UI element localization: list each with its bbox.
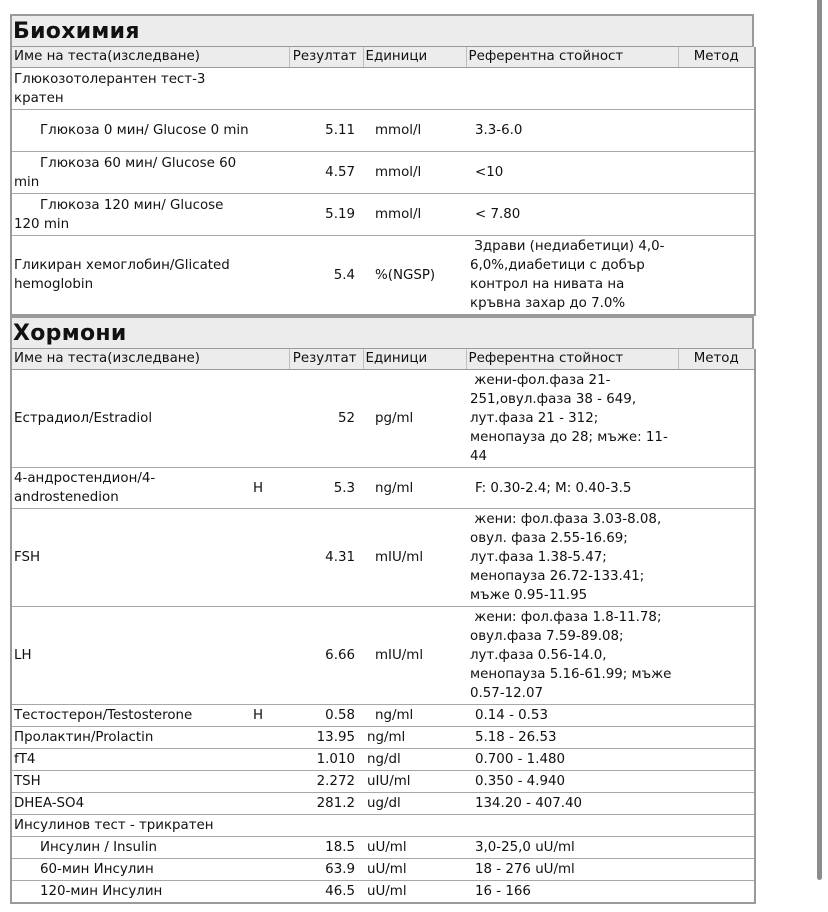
result-value	[289, 68, 363, 110]
biochemistry-table	[10, 47, 756, 316]
method	[678, 509, 755, 607]
result-value: 18.5	[289, 837, 363, 859]
units: ng/ml	[363, 705, 466, 727]
column-header-units: Единици	[363, 47, 466, 68]
table-row	[11, 236, 755, 316]
reference-range: F: 0.30-2.4; M: 0.40-3.5	[466, 468, 678, 509]
column-header-units: Единици	[363, 349, 466, 370]
table-row	[11, 370, 755, 468]
result-value: 5.19	[289, 194, 363, 236]
test-name: Гликиран хемоглобин/Glicated hemoglobin	[11, 236, 253, 316]
flag	[253, 509, 289, 607]
flag	[253, 152, 289, 194]
column-header-name: Име на теста(изследване)	[11, 349, 289, 370]
table-row	[11, 859, 755, 881]
column-header-reference: Референтна стойност	[466, 47, 678, 68]
method	[678, 859, 755, 881]
high-flag: H	[253, 705, 289, 727]
method	[678, 110, 755, 152]
method	[678, 68, 755, 110]
reference-range: 16 - 166	[466, 881, 678, 904]
reference-range: жени-фол.фаза 21-251,овул.фаза 38 - 649, лут.фаза 21 - 312; менопауза до 28; мъже: 11-44	[466, 370, 678, 468]
vertical-scrollbar[interactable]	[817, 0, 822, 880]
units: uU/ml	[363, 859, 466, 881]
method	[678, 815, 755, 837]
section-title-hormones: Хормони	[10, 316, 754, 349]
column-header-method: Метод	[678, 47, 755, 68]
result-value: 5.4	[289, 236, 363, 316]
result-value: 52	[289, 370, 363, 468]
units: mIU/ml	[363, 607, 466, 705]
reference-range: жени: фол.фаза 1.8-11.78; овул.фаза 7.59-89.08; лут.фаза 0.56-14.0, менопауза 5.16-61.99; мъже 0.57-12.07	[466, 607, 678, 705]
table-row	[11, 793, 755, 815]
column-header-reference: Референтна стойност	[466, 349, 678, 370]
table-row	[11, 152, 755, 194]
result-value: 5.3	[289, 468, 363, 509]
test-name: fT4	[11, 749, 253, 771]
test-name	[11, 194, 253, 236]
units: uIU/ml	[363, 771, 466, 793]
method	[678, 793, 755, 815]
test-name: Пролактин/Prolactin	[11, 727, 253, 749]
test-name	[11, 881, 253, 904]
result-value: 63.9	[289, 859, 363, 881]
test-name: Глюкозотолерантен тест-3 кратен	[11, 68, 253, 110]
reference-range: 18 - 276 uU/ml	[466, 859, 678, 881]
table-row	[11, 771, 755, 793]
units: ng/dl	[363, 749, 466, 771]
flag	[253, 110, 289, 152]
method	[678, 881, 755, 904]
method	[678, 837, 755, 859]
flag	[253, 837, 289, 859]
test-name-text: Глюкоза 0 мин/ Glucose 0 min	[40, 123, 249, 138]
result-value: 6.66	[289, 607, 363, 705]
units: ng/ml	[363, 727, 466, 749]
flag	[253, 68, 289, 110]
test-name-text: Инсулин / Insulin	[40, 840, 157, 855]
flag	[253, 859, 289, 881]
column-header-method: Метод	[678, 349, 755, 370]
units: ug/dl	[363, 793, 466, 815]
column-header-name: Име на теста(изследване)	[11, 47, 289, 68]
reference-range: 134.20 - 407.40	[466, 793, 678, 815]
flag	[253, 607, 289, 705]
reference-range: 3,0-25,0 uU/ml	[466, 837, 678, 859]
table-row	[11, 468, 755, 509]
test-name-text: 60-мин Инсулин	[40, 862, 154, 877]
flag	[253, 236, 289, 316]
test-name-text: Глюкоза 60 мин/ Glucose 60 min	[14, 155, 237, 190]
reference-range: 5.18 - 26.53	[466, 727, 678, 749]
table-row	[11, 194, 755, 236]
result-value: 4.57	[289, 152, 363, 194]
table-header-row	[11, 349, 755, 370]
test-name	[11, 837, 253, 859]
table-row	[11, 509, 755, 607]
method	[678, 236, 755, 316]
result-value: 46.5	[289, 881, 363, 904]
column-header-result: Резултат	[289, 47, 363, 68]
test-name	[11, 110, 253, 152]
reference-range: 3.3-6.0	[466, 110, 678, 152]
flag	[253, 749, 289, 771]
table-row	[11, 607, 755, 705]
units: mmol/l	[363, 110, 466, 152]
lab-results-page	[10, 14, 754, 904]
table-row	[11, 727, 755, 749]
test-name: Тестостерон/Testosterone	[11, 705, 253, 727]
test-name: DHEA-SO4	[11, 793, 253, 815]
result-value: 281.2	[289, 793, 363, 815]
units: uU/ml	[363, 881, 466, 904]
test-name	[11, 859, 253, 881]
result-value: 0.58	[289, 705, 363, 727]
method	[678, 727, 755, 749]
units: ng/ml	[363, 468, 466, 509]
units: mmol/l	[363, 194, 466, 236]
units: pg/ml	[363, 370, 466, 468]
result-value	[289, 815, 363, 837]
flag	[253, 793, 289, 815]
units: uU/ml	[363, 837, 466, 859]
table-row	[11, 837, 755, 859]
reference-range: < 7.80	[466, 194, 678, 236]
flag	[253, 370, 289, 468]
flag	[253, 881, 289, 904]
reference-range	[466, 815, 678, 837]
test-name: Инсулинов тест - трикратен	[11, 815, 289, 837]
test-name-text: 120-мин Инсулин	[40, 884, 163, 899]
hormones-table	[10, 349, 756, 904]
table-row	[11, 749, 755, 771]
result-value: 5.11	[289, 110, 363, 152]
reference-range	[466, 68, 678, 110]
units	[363, 815, 466, 837]
reference-range: <10	[466, 152, 678, 194]
high-flag: H	[253, 468, 289, 509]
method	[678, 749, 755, 771]
result-value: 2.272	[289, 771, 363, 793]
result-value: 13.95	[289, 727, 363, 749]
reference-range: 0.14 - 0.53	[466, 705, 678, 727]
result-value: 1.010	[289, 749, 363, 771]
method	[678, 194, 755, 236]
test-name: Естрадиол/Estradiol	[11, 370, 253, 468]
column-header-result: Резултат	[289, 349, 363, 370]
test-name: FSH	[11, 509, 253, 607]
reference-range: Здрави (недиабетици) 4,0-6,0%,диабетици с добър контрол на нивата на кръвна захар до 7.0%	[466, 236, 678, 316]
units	[363, 68, 466, 110]
test-name: LH	[11, 607, 253, 705]
method	[678, 607, 755, 705]
table-row-group	[11, 68, 755, 110]
flag	[253, 771, 289, 793]
test-name-text: Глюкоза 120 мин/ Glucose 120 min	[14, 197, 224, 232]
test-name: 4-андростендион/4-androstenedion	[11, 468, 253, 509]
units: mIU/ml	[363, 509, 466, 607]
table-row	[11, 881, 755, 904]
section-title-biochemistry: Биохимия	[10, 14, 754, 47]
units: %(NGSP)	[363, 236, 466, 316]
reference-range: жени: фол.фаза 3.03-8.08, овул. фаза 2.55-16.69; лут.фаза 1.38-5.47; менопауза 26.72-133.41; мъже 0.95-11.95	[466, 509, 678, 607]
method	[678, 468, 755, 509]
method	[678, 370, 755, 468]
flag	[253, 194, 289, 236]
flag	[253, 727, 289, 749]
table-header-row	[11, 47, 755, 68]
table-row-group	[11, 815, 755, 837]
test-name: TSH	[11, 771, 253, 793]
test-name	[11, 152, 253, 194]
reference-range: 0.700 - 1.480	[466, 749, 678, 771]
table-row	[11, 110, 755, 152]
method	[678, 771, 755, 793]
result-value: 4.31	[289, 509, 363, 607]
method	[678, 705, 755, 727]
reference-range: 0.350 - 4.940	[466, 771, 678, 793]
method	[678, 152, 755, 194]
units: mmol/l	[363, 152, 466, 194]
table-row	[11, 705, 755, 727]
